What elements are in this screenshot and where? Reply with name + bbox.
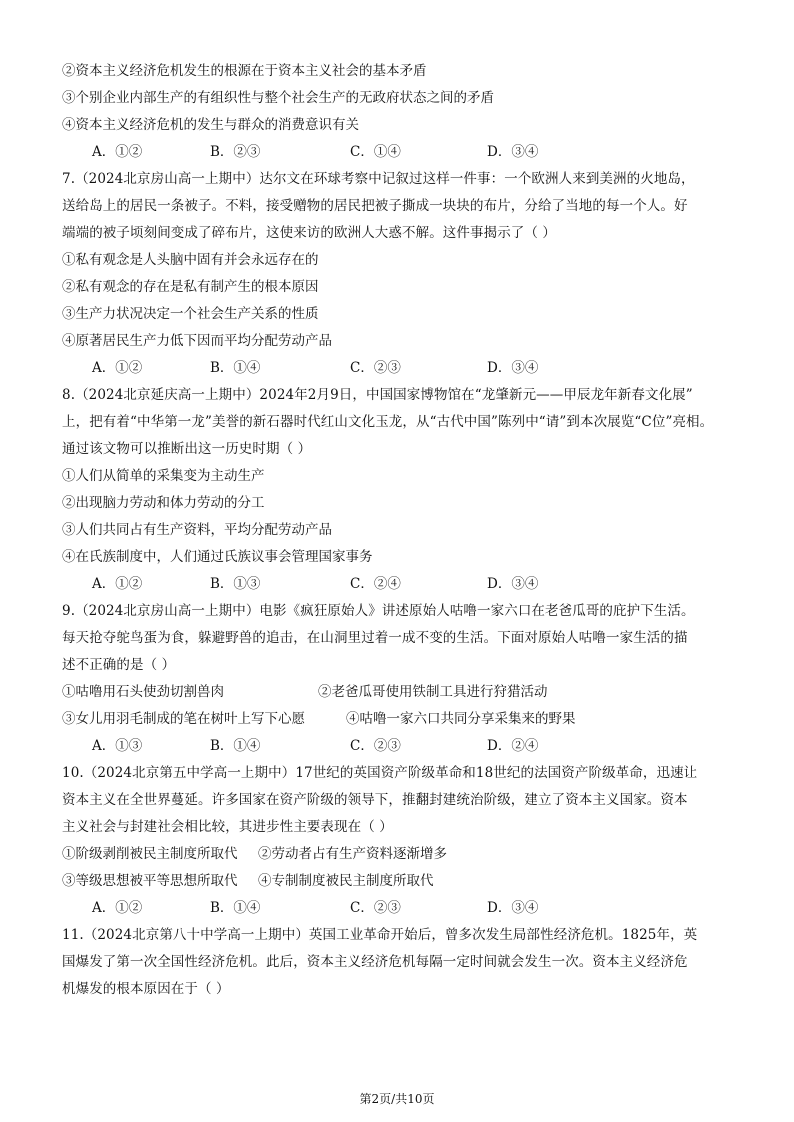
q6-statement-2: ②资本主义经济危机发生的根源在于资本主义社会的基本矛盾 [62,63,427,79]
q9-stem-line-2: 每天抢夺鸵鸟蛋为食，躲避野兽的追击，在山洞里过着一成不变的生活。下面对原始人咕噜一家生活的描 [62,630,688,646]
q9-statement-row-2 [62,709,736,729]
q8-option-a[interactable]: A．①② [92,576,143,592]
q10-statement-2: ②劳动者占有生产资料逐渐增多 [258,846,447,862]
q7-option-b[interactable]: B．①④ [210,360,261,376]
q7-statement-3: ③生产力状况决定一个社会生产关系的性质 [62,306,319,322]
q8-statement-2: ②出现脑力劳动和体力劳动的分工 [62,495,265,511]
q10-option-b[interactable]: B．①④ [210,900,261,916]
page-footer: 第2页/共10页 [359,1092,435,1106]
q8-stem-line-2: 上，把有着“中华第一龙”美誉的新石器时代红山文化玉龙，从“古代中国”陈列中“请”到本次展览“C位”亮相。 [62,414,714,430]
q10-stem-line-3: 主义社会与封建社会相比较，其进步性主要表现在（ ） [62,819,393,835]
q8-stem-line-1: 8.（2024北京延庆高一上期中）2024年2月9日，中国国家博物馆在“龙肇新元——甲辰龙年新春文化展” [62,387,693,403]
q10-statement-3: ③等级思想被平等思想所取代 [62,873,238,889]
q7-statement-4: ④原著居民生产力低下因而平均分配劳动产品 [62,333,332,349]
q8-statement-4: ④在氏族制度中，人们通过氏族议事会管理国家事务 [62,549,373,565]
q10-statement-1: ①阶级剥削被民主制度所取代 [62,846,238,862]
q7-statement-2: ②私有观念的存在是私有制产生的根本原因 [62,279,319,295]
q10-stem-line-2: 资本主义在全世界蔓延。许多国家在资产阶级的领导下，推翻封建统治阶级，建立了资本主义国家。资本 [62,792,688,808]
q9-statement-3: ③女儿用羽毛制成的笔在树叶上写下心愿 [62,711,305,727]
q9-stem-line-3: 述不正确的是（ ） [62,657,176,673]
q7-option-c[interactable]: C．②③ [350,360,401,376]
q6-option-d[interactable]: D．③④ [487,144,539,160]
q8-stem-line-3: 通过该文物可以推断出这一历史时期（ ） [62,441,312,457]
q8-option-d[interactable]: D．③④ [487,576,539,592]
q9-statement-2: ②老爸瓜哥使用铁制工具进行狩猎活动 [318,684,548,700]
q7-option-d[interactable]: D．③④ [487,360,539,376]
q11-stem-line-1: 11.（2024北京第八十中学高一上期中）英国工业革命开始后，曾多次发生局部性经济危机。1825年，英 [62,927,698,943]
q10-statement-4: ④专制制度被民主制度所取代 [258,873,434,889]
q9-option-c[interactable]: C．②③ [350,738,401,754]
q8-statement-1: ①人们从简单的采集变为主动生产 [62,468,265,484]
q8-statement-3: ③人们共同占有生产资料，平均分配劳动产品 [62,522,332,538]
q9-option-d[interactable]: D．②④ [487,738,539,754]
q6-statement-3: ③个别企业内部生产的有组织性与整个社会生产的无政府状态之间的矛盾 [62,90,494,106]
q8-option-b[interactable]: B．①③ [210,576,261,592]
q10-option-d[interactable]: D．③④ [487,900,539,916]
q9-option-b[interactable]: B．①④ [210,738,261,754]
q9-statement-4: ④咕噜一家六口共同分享采集来的野果 [346,711,576,727]
q10-stem-line-1: 10.（2024北京第五中学高一上期中）17世纪的英国资产阶级革命和18世纪的法国资产阶级革命，迅速让 [62,765,698,781]
q7-stem-line-3: 端端的被子顷刻间变成了碎布片，这使来访的欧洲人大惑不解。这件事揭示了（ ） [62,225,556,241]
q7-stem-line-1: 7.（2024北京房山高一上期中）达尔文在环球考察中记叙过这样一件事：一个欧洲人来到美洲的火地岛， [62,171,695,187]
q9-statement-1: ①咕噜用石头使劲切割兽肉 [62,684,224,700]
q10-statement-row-2 [62,871,736,891]
q7-option-a[interactable]: A．①② [92,360,143,376]
q11-stem-line-3: 机爆发的根本原因在于（ ） [62,981,230,997]
q9-stem-line-1: 9.（2024北京房山高一上期中）电影《疯狂原始人》讲述原始人咕噜一家六口在老爸瓜哥的庇护下生活。 [62,603,695,619]
q6-option-c[interactable]: C．①④ [350,144,401,160]
q10-option-a[interactable]: A．①② [92,900,143,916]
q10-option-c[interactable]: C．②③ [350,900,401,916]
q11-stem-line-2: 国爆发了第一次全国性经济危机。此后，资本主义经济危机每隔一定时间就会发生一次。资本主义经济危 [62,954,688,970]
q6-option-a[interactable]: A．①② [92,144,143,160]
q8-option-c[interactable]: C．②④ [350,576,401,592]
q10-statement-row-1 [62,844,736,864]
q6-option-b[interactable]: B．②③ [210,144,261,160]
q7-stem-line-2: 送给岛上的居民一条被子。不料，接受赠物的居民把被子撕成一块块的布片，分给了当地的每一个人。好 [62,198,688,214]
q6-statement-4: ④资本主义经济危机的发生与群众的消费意识有关 [62,117,359,133]
q9-statement-row-1 [62,682,736,702]
q7-statement-1: ①私有观念是人头脑中固有并会永远存在的 [62,252,319,268]
q9-option-a[interactable]: A．①③ [92,738,143,754]
